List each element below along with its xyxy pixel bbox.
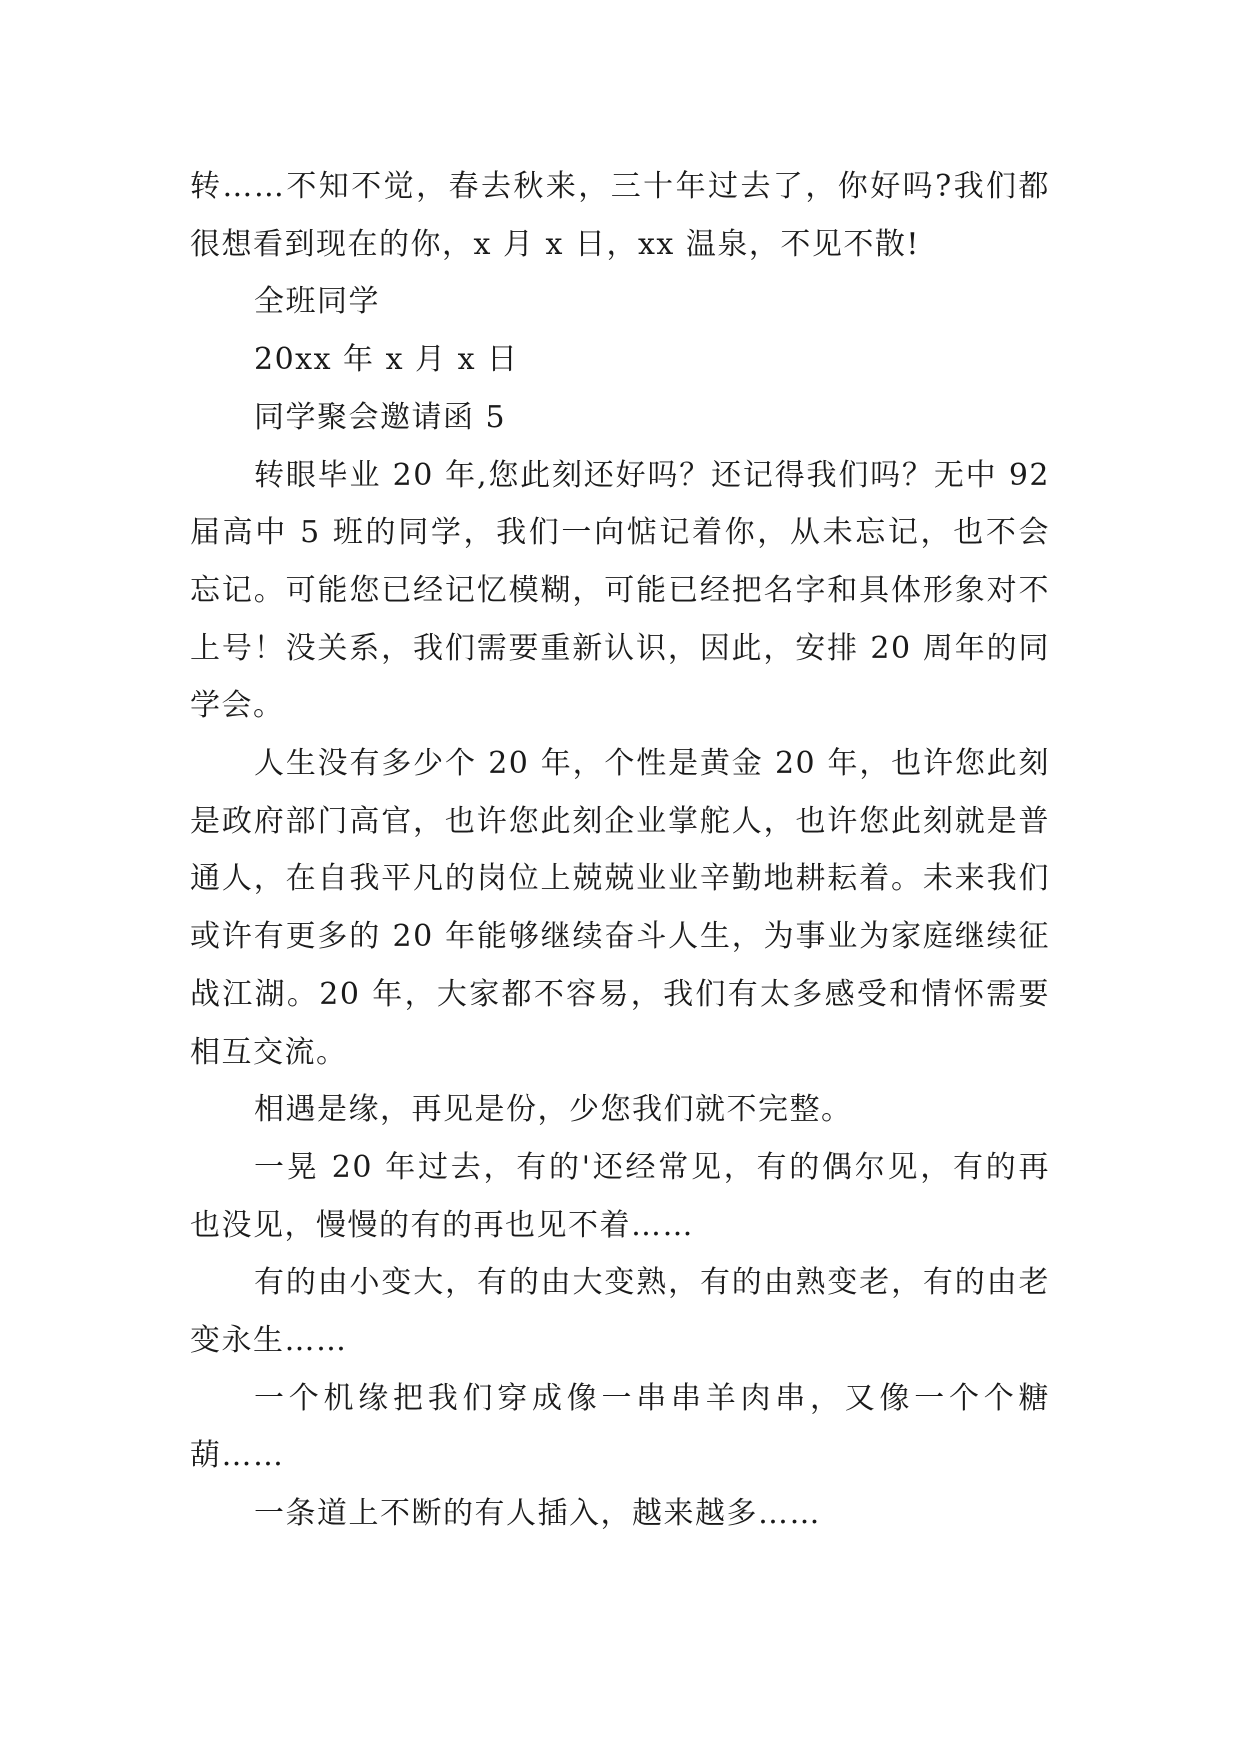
paragraph: 一个机缘把我们穿成像一串串羊肉串，又像一个个糖葫…… — [190, 1380, 1050, 1474]
paragraph: 一条道上不断的有人插入，越来越多…… — [254, 1496, 821, 1532]
paragraph-invitation-end: 转……不知不觉，春去秋来，三十年过去了，你好吗?我们都很想看到现在的你，x 月 x 日，xx 温泉，不见不散! — [190, 169, 1050, 262]
paragraph: 转眼毕业 20 年,您此刻还好吗？还记得我们吗？无中 92 届高中 5 班的同学，我们一向惦记着你，从未忘记，也不会忘记。可能您已经记忆模糊，可能已经把名字和具体形象对不上号！没关系，我们需要重新认识，因此，安排 20 周年的同学会。 — [190, 457, 1050, 724]
date-line: 20xx 年 x 月 x 日 — [254, 342, 519, 378]
paragraph: 有的由小变大，有的由大变熟，有的由熟变老，有的由老变永生…… — [190, 1265, 1050, 1359]
document-body — [190, 158, 1050, 1543]
paragraph: 相遇是缘，再见是份，少您我们就不完整。 — [254, 1092, 853, 1128]
signature-line: 全班同学 — [254, 284, 380, 320]
section-title: 同学聚会邀请函 5 — [254, 399, 507, 435]
paragraph: 一晃 20 年过去，有的'还经常见，有的偶尔见，有的再也没见，慢慢的有的再也见不着…… — [190, 1149, 1050, 1243]
paragraph: 人生没有多少个 20 年，个性是黄金 20 年，也许您此刻是政府部门高官，也许您此刻企业掌舵人，也许您此刻就是普通人，在自我平凡的岗位上兢兢业业辛勤地耕耘着。未来我们或许有更多的 20 年能够继续奋斗人生，为事业为家庭继续征战江湖。20 年，大家都不容易，我们有太多感受和情怀需要相互交流。 — [190, 746, 1050, 1070]
